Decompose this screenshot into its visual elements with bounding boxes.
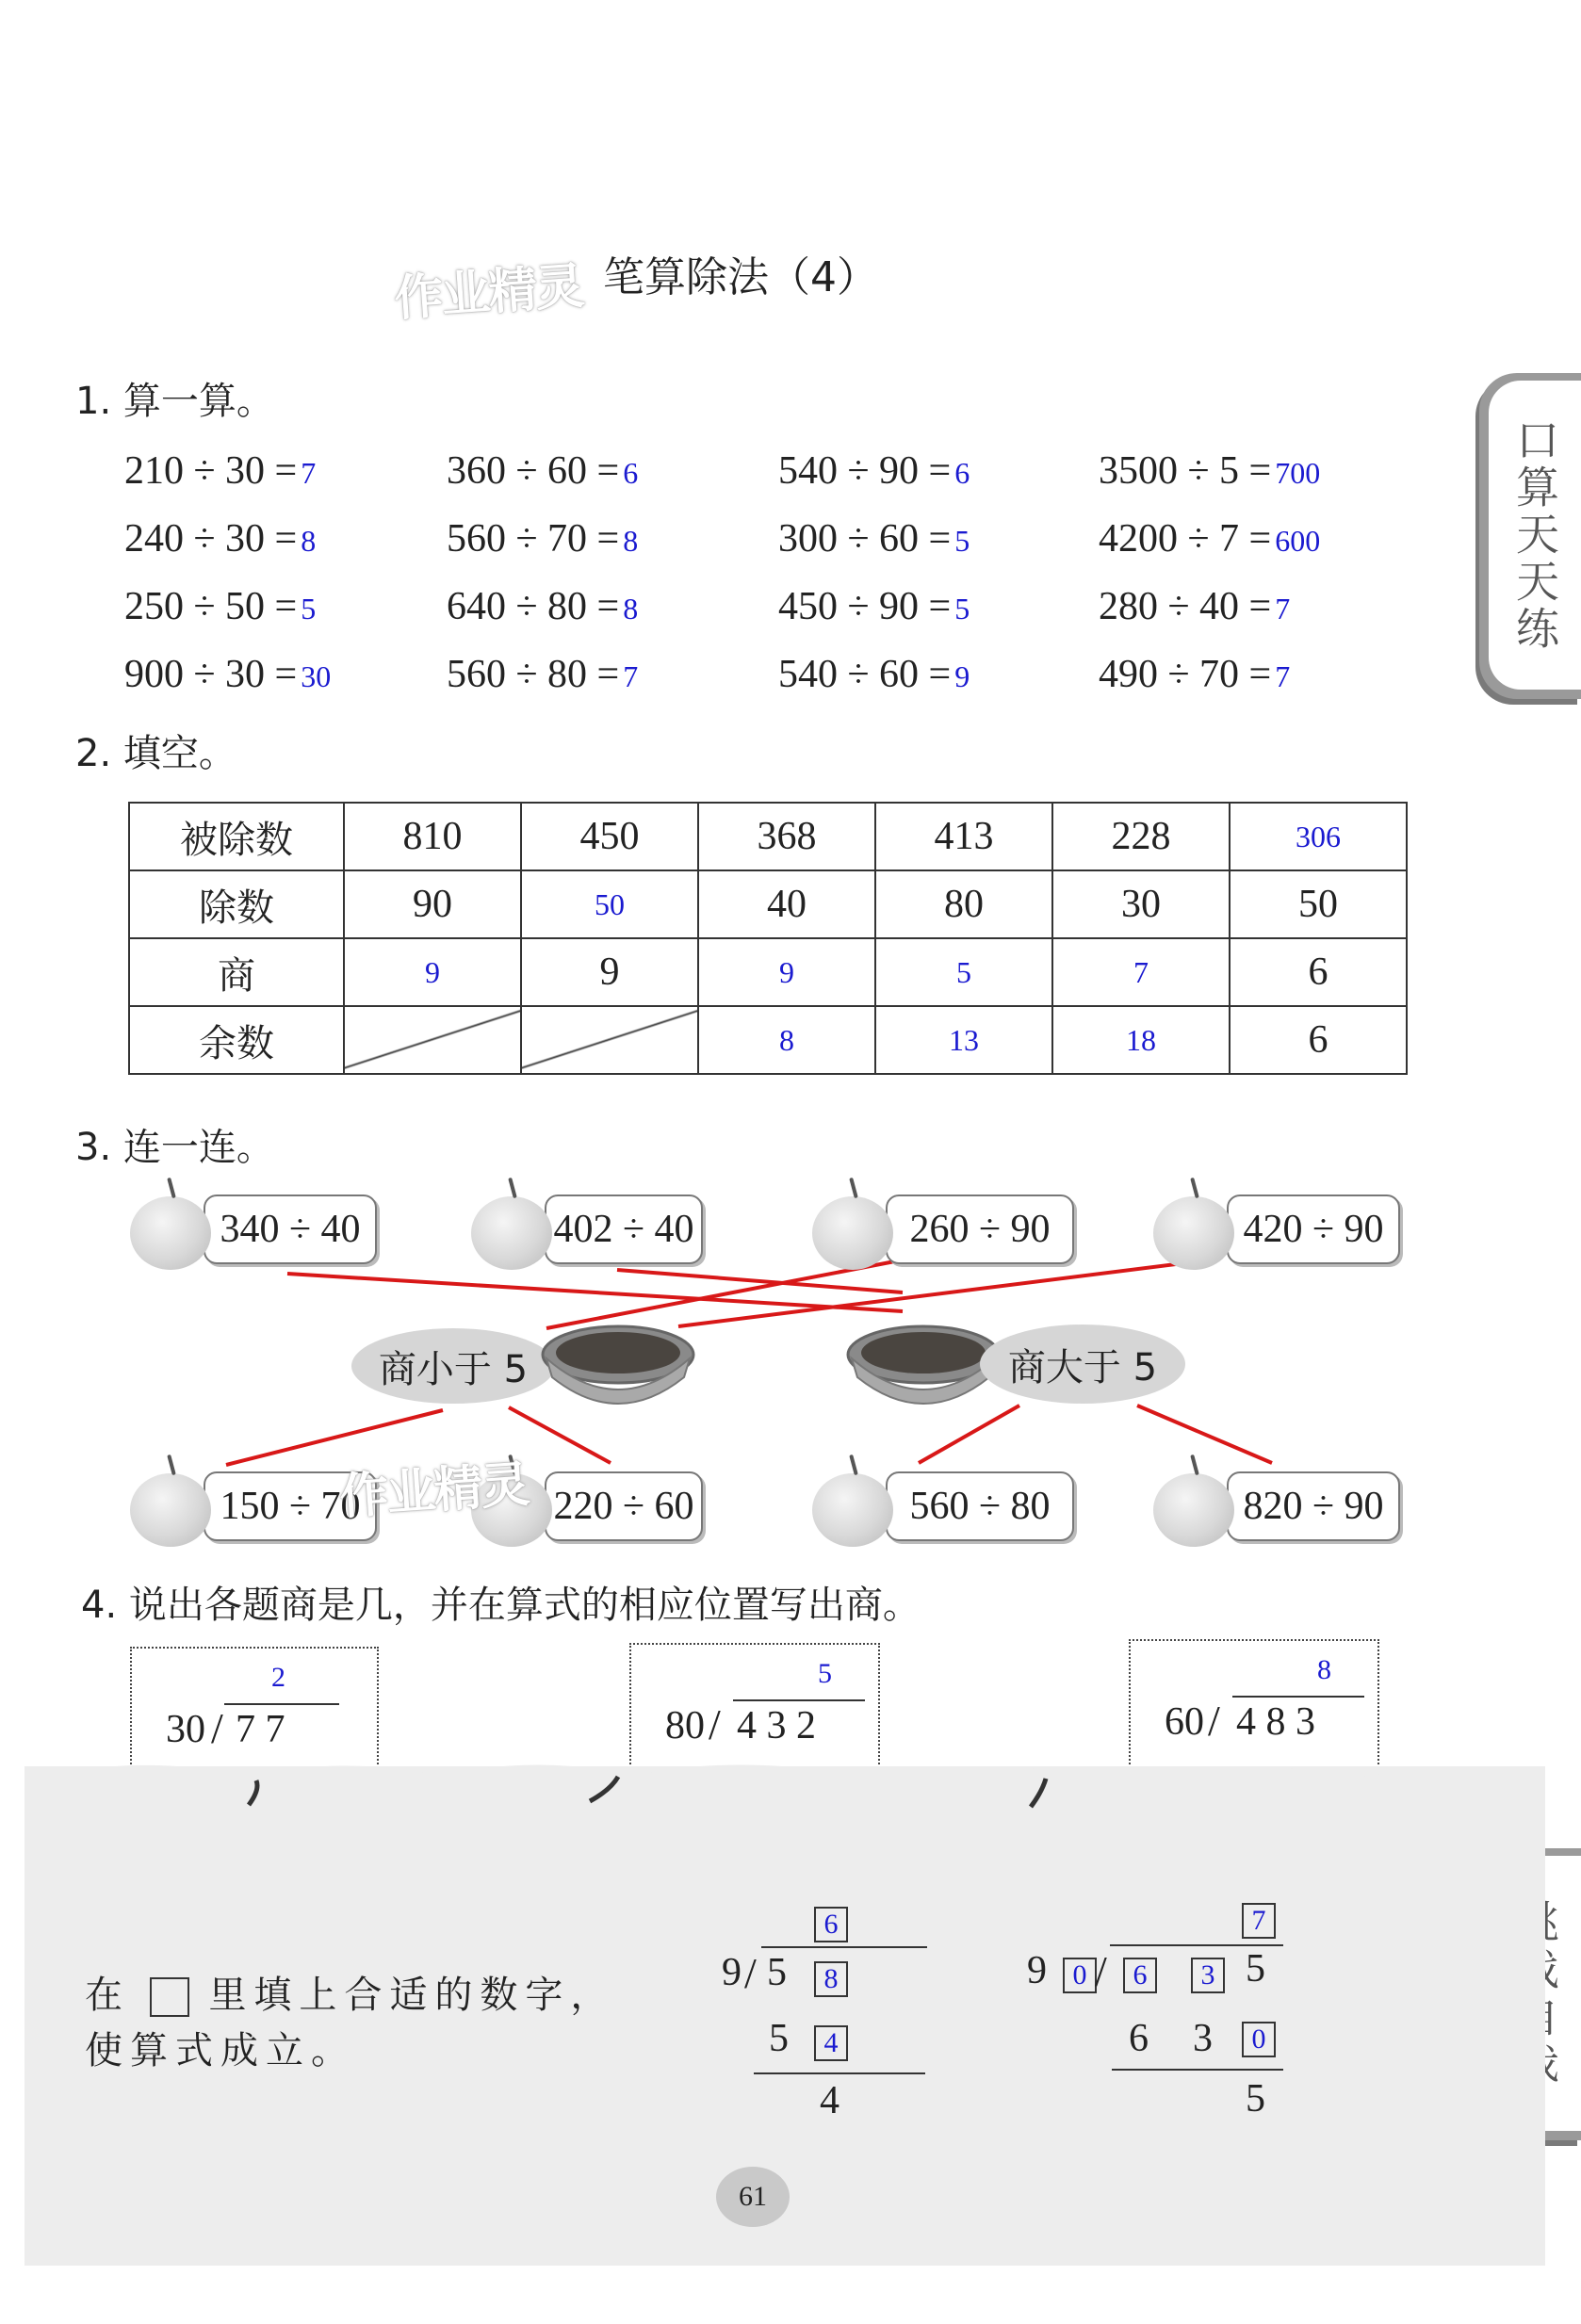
equation-question: 560 ÷ 70 =: [447, 517, 620, 561]
table-cell: 9: [521, 938, 698, 1006]
table-cell: 30: [1052, 870, 1230, 938]
dividend: 4 8 3: [1236, 1700, 1315, 1744]
section3-heading: 3. 连一连。: [75, 1126, 274, 1169]
table-cell: 368: [698, 803, 875, 870]
table-cell: 413: [875, 803, 1052, 870]
equation-answer: 7: [301, 456, 317, 490]
equation-answer: 7: [623, 659, 639, 693]
equation-question: 540 ÷ 60 =: [778, 653, 952, 696]
blank-box-icon: [150, 1977, 189, 2017]
table-cell: 80: [875, 870, 1052, 938]
table-cell: 6: [1230, 1006, 1407, 1074]
equation-question: 640 ÷ 80 =: [447, 585, 620, 628]
table-cell: 90: [344, 870, 521, 938]
equation-answer: 5: [301, 592, 317, 626]
row-header: 除数: [129, 870, 344, 938]
division-problem: [1129, 1639, 1379, 1771]
product-digit: 6: [1129, 2017, 1149, 2060]
division-bracket: /: [1095, 1947, 1107, 1995]
basket-right-icon: [844, 1317, 1002, 1411]
equation-answer: 9: [954, 659, 970, 693]
table-cell: 5: [875, 938, 1052, 1006]
equation-answer: 5: [954, 592, 970, 626]
line-820: [1137, 1406, 1272, 1463]
division-bar: [733, 1699, 865, 1701]
expression-card: 220 ÷ 60: [545, 1471, 703, 1541]
equation-answer: 6: [623, 456, 639, 490]
product-digit: 5: [769, 2017, 789, 2060]
equation-question: 300 ÷ 60 =: [778, 517, 952, 561]
watermark-middle: 作业精灵: [337, 1456, 530, 1526]
equation-question: 490 ÷ 70 =: [1099, 653, 1272, 696]
apple-icon: [812, 1196, 893, 1270]
cloud-edge: [24, 1752, 1545, 1809]
apple-icon: [1153, 1196, 1234, 1270]
basket-left-icon: [539, 1317, 697, 1411]
section4-heading: 4. 说出各题商是几，并在算式的相应位置写出商。: [81, 1584, 921, 1627]
table-cell: 228: [1052, 803, 1230, 870]
division-bracket: /: [744, 1949, 757, 1997]
line-560: [919, 1406, 1019, 1463]
equation-question: 360 ÷ 60 =: [447, 449, 620, 493]
equation-question: 560 ÷ 80 =: [447, 653, 620, 696]
equation-question: 900 ÷ 30 =: [124, 653, 298, 696]
table-cell: 7: [1052, 938, 1230, 1006]
product-digit: 3: [1193, 2017, 1213, 2060]
table-cell: 9: [698, 938, 875, 1006]
subtraction-line: [754, 2072, 925, 2074]
row-header: 余数: [129, 1006, 344, 1074]
quotient: 8: [1317, 1654, 1331, 1685]
dividend-box: 6: [1123, 1958, 1157, 1993]
section2-heading: 2. 填空。: [75, 732, 236, 775]
apple-icon: [471, 1196, 552, 1270]
subtraction-line: [1112, 2069, 1283, 2071]
apple-icon: [1153, 1473, 1234, 1547]
table-cell: 40: [698, 870, 875, 938]
division-bracket: /: [709, 1700, 721, 1748]
expression-card: 820 ÷ 90: [1227, 1471, 1400, 1541]
table-cell: 6: [1230, 938, 1407, 1006]
page-title: 笔算除法（4）: [603, 253, 878, 301]
apple-icon: [130, 1473, 211, 1547]
table-cell: 810: [344, 803, 521, 870]
remainder: 5: [1246, 2077, 1265, 2121]
row-header: 商: [129, 938, 344, 1006]
table-cell: 8: [698, 1006, 875, 1074]
table-cell: 50: [521, 870, 698, 938]
quotient-box: 6: [814, 1907, 848, 1942]
product-box: 0: [1242, 2022, 1276, 2057]
division-bracket: /: [1208, 1697, 1220, 1745]
equation-answer: 8: [301, 524, 317, 558]
table-cell: 50: [1230, 870, 1407, 938]
equation-answer: 7: [1275, 592, 1291, 626]
section1-heading: 1. 算一算。: [75, 380, 274, 423]
expression-card: 560 ÷ 80: [886, 1471, 1074, 1541]
page-number: 61: [716, 2167, 790, 2227]
equation-question: 210 ÷ 30 =: [124, 449, 298, 493]
equation-answer: 6: [954, 456, 970, 490]
division-bar: [761, 1946, 927, 1948]
apple-icon: [812, 1473, 893, 1547]
basket-label-left: 商小于 5: [351, 1328, 555, 1404]
table-cell: 18: [1052, 1006, 1230, 1074]
divisor: 80: [665, 1704, 705, 1747]
equation-answer: 30: [301, 659, 332, 693]
dividend: 7 7: [236, 1708, 285, 1751]
equation-question: 450 ÷ 90 =: [778, 585, 952, 628]
equation-question: 4200 ÷ 7 =: [1099, 517, 1272, 561]
expression-card: 420 ÷ 90: [1227, 1195, 1400, 1264]
divisor: 9: [722, 1951, 742, 1994]
table-cell: 13: [875, 1006, 1052, 1074]
challenge-instruction: [85, 1965, 615, 2083]
expression-card: 402 ÷ 40: [545, 1195, 703, 1264]
dividend-box: 3: [1191, 1958, 1225, 1993]
quotient: 5: [818, 1658, 832, 1689]
instruction-text-3: 使算式成立。: [85, 2029, 356, 2072]
product-box: 4: [814, 2025, 848, 2061]
equation-question: 240 ÷ 30 =: [124, 517, 298, 561]
equation-answer: 5: [954, 524, 970, 558]
digit-box: 8: [814, 1961, 848, 1997]
watermark-top: 作业精灵: [392, 258, 585, 328]
divisor: 60: [1165, 1700, 1204, 1744]
divisor: 9: [1027, 1949, 1047, 1992]
equation-answer: 7: [1275, 659, 1291, 693]
equation-answer: 600: [1275, 524, 1321, 558]
equation-answer: 8: [623, 524, 639, 558]
quotient-box: 7: [1242, 1903, 1276, 1939]
instruction-text-1: 在: [85, 1974, 130, 2017]
basket-label-right: 商大于 5: [980, 1325, 1185, 1404]
division-bar: [224, 1703, 339, 1705]
divisor: 30: [166, 1708, 205, 1751]
equation-answer: 700: [1275, 456, 1321, 490]
equation-question: 3500 ÷ 5 =: [1099, 449, 1272, 493]
row-header: 被除数: [129, 803, 344, 870]
remainder: 4: [820, 2079, 839, 2122]
equation-answer: 8: [623, 592, 639, 626]
table-cell: 306: [1230, 803, 1407, 870]
table-cell: 450: [521, 803, 698, 870]
quotient: 2: [271, 1662, 285, 1693]
apple-icon: [130, 1196, 211, 1270]
expression-card: 150 ÷ 70: [204, 1471, 377, 1541]
dividend: 4 3 2: [737, 1704, 816, 1747]
instruction-text-2: 里填上合适的数字，: [208, 1974, 616, 2017]
dividend-digit: 5: [1246, 1947, 1265, 1991]
equation-question: 280 ÷ 40 =: [1099, 585, 1272, 628]
division-bracket: /: [211, 1704, 223, 1752]
division-bar: [1232, 1696, 1364, 1698]
divisor-box: 0: [1063, 1958, 1097, 1993]
digit: 5: [767, 1951, 787, 1994]
expression-card: 260 ÷ 90: [886, 1195, 1074, 1264]
side-tab-label: 口算天天练: [1509, 417, 1560, 653]
expression-card: 340 ÷ 40: [204, 1195, 377, 1264]
table-cell: 9: [344, 938, 521, 1006]
equation-question: 250 ÷ 50 =: [124, 585, 298, 628]
equation-question: 540 ÷ 90 =: [778, 449, 952, 493]
